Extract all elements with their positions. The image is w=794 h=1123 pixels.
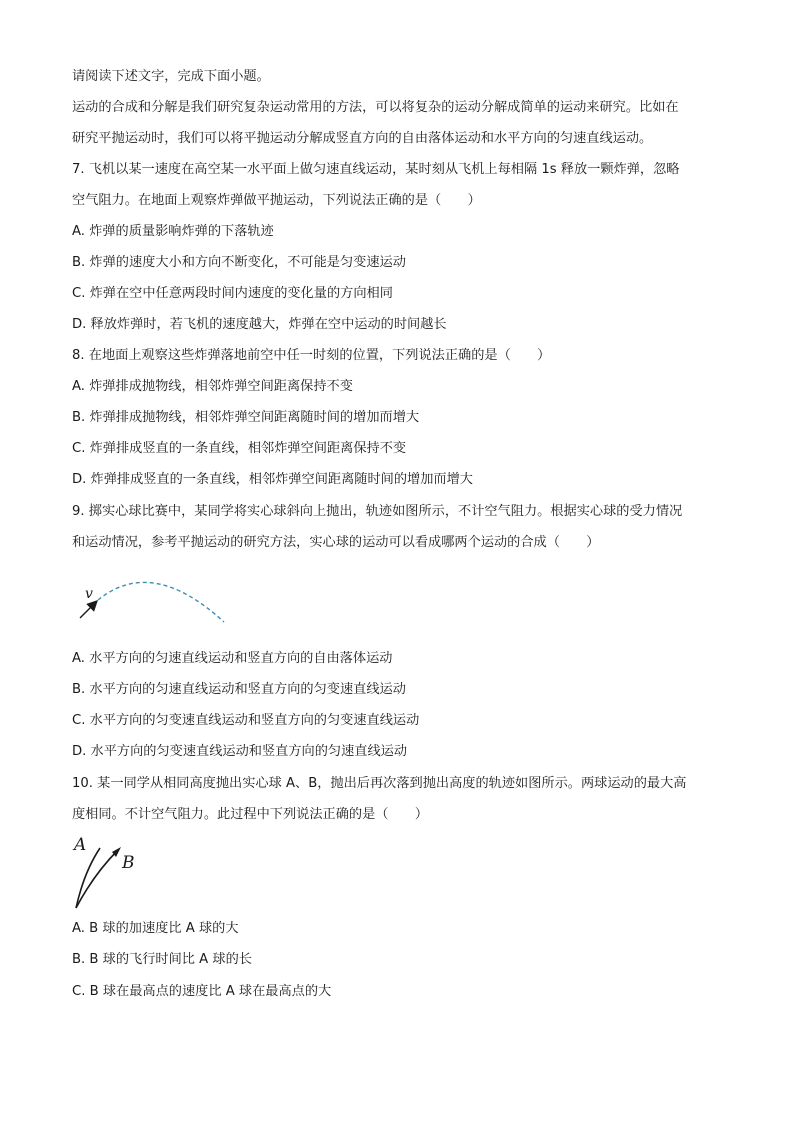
- q9-option-d: D. 水平方向的匀变速直线运动和竖直方向的匀速直线运动: [72, 744, 408, 759]
- q9-stem-line-1: 9. 掷实心球比赛中，某同学将实心球斜向上抛出，轨迹如图所示，不计空气阻力。根据实心球的受力情况: [72, 504, 683, 519]
- q9-option-b: B. 水平方向的匀速直线运动和竖直方向的匀变速直线运动: [72, 682, 406, 697]
- label-a: A: [74, 835, 87, 855]
- q10-stem-line-2: 度相同。不计空气阻力。此过程中下列说法正确的是（ ）: [72, 807, 429, 822]
- q9-trajectory-figure: [72, 572, 232, 628]
- q10-trajectory-figure: [66, 830, 146, 912]
- q9-stem-line-2: 和运动情况，参考平抛运动的研究方法，实心球的运动可以看成哪两个运动的合成（ ）: [72, 535, 600, 550]
- reading-instruction: 请阅读下述文字，完成下面小题。: [72, 69, 270, 84]
- q8-option-a: A. 炸弹排成抛物线，相邻炸弹空间距离保持不变: [72, 379, 353, 394]
- q10-option-c: C. B 球在最高点的速度比 A 球在最高点的大: [72, 984, 332, 999]
- intro-paragraph-line-2: 研究平抛运动时，我们可以将平抛运动分解成竖直方向的自由落体运动和水平方向的匀速直线运动。: [72, 131, 653, 146]
- q10-stem-line-1: 10. 某一同学从相同高度抛出实心球 A、B，抛出后再次落到抛出高度的轨迹如图所示。两球运动的最大高: [72, 776, 687, 791]
- label-b: B: [122, 853, 135, 873]
- q8-option-c: C. 炸弹排成竖直的一条直线，相邻炸弹空间距离保持不变: [72, 441, 407, 456]
- q7-option-b: B. 炸弹的速度大小和方向不断变化，不可能是匀变速运动: [72, 255, 406, 270]
- trajectory-b-curve: [76, 850, 118, 908]
- q7-option-c: C. 炸弹在空中任意两段时间内速度的变化量的方向相同: [72, 286, 393, 301]
- q8-option-d: D. 炸弹排成竖直的一条直线，相邻炸弹空间距离随时间的增加而增大: [72, 472, 473, 487]
- q7-stem-line-2: 空气阻力。在地面上观察炸弹做平抛运动，下列说法正确的是（ ）: [72, 193, 481, 208]
- q8-option-b: B. 炸弹排成抛物线，相邻炸弹空间距离随时间的增加而增大: [72, 410, 420, 425]
- dashed-trajectory-curve: [98, 582, 224, 622]
- q9-option-a: A. 水平方向的匀速直线运动和竖直方向的自由落体运动: [72, 651, 393, 666]
- q10-option-b: B. B 球的飞行时间比 A 球的长: [72, 952, 252, 967]
- velocity-arrow: [80, 602, 96, 618]
- q9-option-c: C. 水平方向的匀变速直线运动和竖直方向的匀变速直线运动: [72, 713, 420, 728]
- q10-option-a: A. B 球的加速度比 A 球的大: [72, 921, 239, 936]
- q8-stem-line-1: 8. 在地面上观察这些炸弹落地前空中任一时刻的位置，下列说法正确的是（ ）: [72, 348, 551, 363]
- intro-paragraph-line-1: 运动的合成和分解是我们研究复杂运动常用的方法，可以将复杂的运动分解成简单的运动来研究。比如在: [72, 100, 679, 115]
- q7-option-d: D. 释放炸弹时，若飞机的速度越大，炸弹在空中运动的时间越长: [72, 317, 447, 332]
- q7-option-a: A. 炸弹的质量影响炸弹的下落轨迹: [72, 224, 274, 239]
- q7-stem-line-1: 7. 飞机以某一速度在高空某一水平面上做匀速直线运动，某时刻从飞机上每相隔 1s 释放一颗炸弹，忽略: [72, 162, 680, 177]
- velocity-label: v: [85, 586, 93, 602]
- trajectory-a-curve: [76, 848, 100, 908]
